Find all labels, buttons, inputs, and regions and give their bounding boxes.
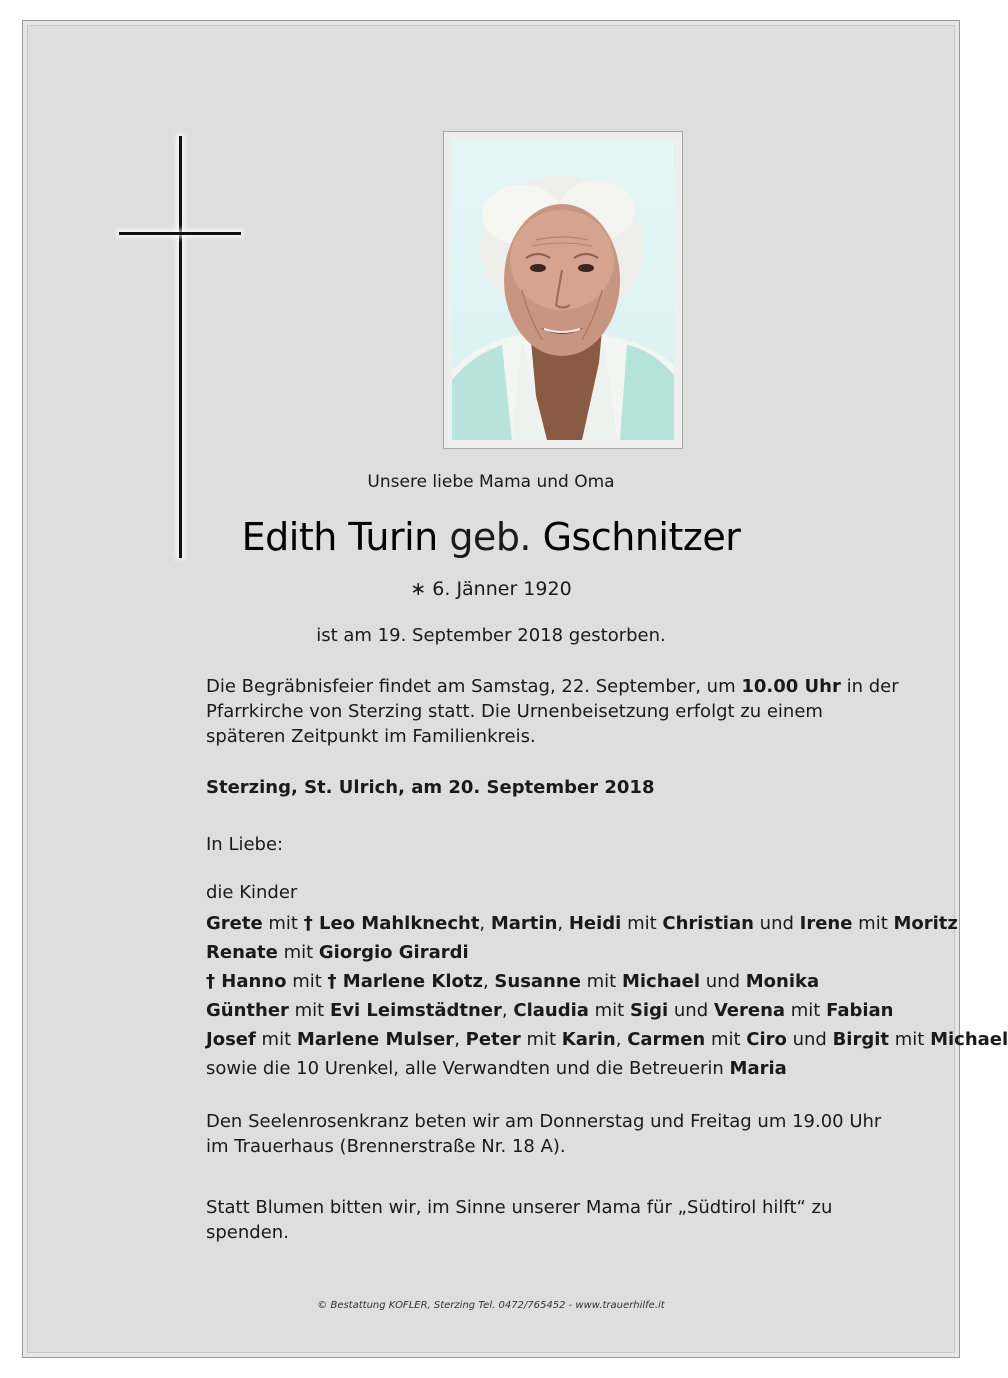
mourner-name: Susanne <box>494 971 581 992</box>
mourner-connector: sowie die 10 Urenkel, alle Verwandten und die Betreuerin <box>206 1058 730 1079</box>
mourner-connector: , <box>557 913 569 934</box>
mourner-name: Renate <box>206 942 278 963</box>
mourner-name: Christian <box>662 913 754 934</box>
mourner-row <box>206 1054 906 1083</box>
birth-date: ∗ 6. Jänner 1920 <box>410 578 572 600</box>
mourner-name: Günther <box>206 1000 289 1021</box>
mourner-name: Verena <box>713 1000 786 1021</box>
deceased-first-name: Edith Turin <box>241 515 438 559</box>
mourner-connector: mit <box>286 971 328 992</box>
funeral-text-2: in der Pfarrkirche von Sterzing statt. Die Urnenbeisetzung erfolgt zu einem späteren Zeitpunkt im Familienkreis. <box>206 676 899 747</box>
mourner-name: Irene <box>799 913 853 934</box>
in-love-label: In Liebe: <box>206 834 284 855</box>
mourner-name: Peter <box>465 1029 521 1050</box>
mourner-row <box>206 938 906 967</box>
mourner-name: Heidi <box>568 913 622 934</box>
mourner-name: Moritz <box>893 913 958 934</box>
mourner-row <box>206 909 958 938</box>
mourner-name: Karin <box>561 1029 616 1050</box>
mourner-name: Birgit <box>832 1029 890 1050</box>
mourner-name: Claudia <box>513 1000 589 1021</box>
mourner-name: Michael <box>621 971 701 992</box>
mourner-connector: , <box>501 1000 514 1021</box>
mourner-name: † Leo Mahlknecht <box>303 913 480 934</box>
cross-icon <box>179 136 182 558</box>
mourner-name: Sigi <box>629 1000 669 1021</box>
mourner-connector: und <box>753 913 800 934</box>
mourner-row <box>206 996 906 1025</box>
mourner-connector: mit <box>785 1000 827 1021</box>
mourner-name: Fabian <box>826 1000 894 1021</box>
mourner-name: Evi Leimstädtner <box>329 1000 502 1021</box>
mourners-list <box>206 880 1008 1083</box>
mourner-name: Josef <box>206 1029 256 1050</box>
mourner-connector: mit <box>520 1029 562 1050</box>
mourner-connector: mit <box>852 913 894 934</box>
mourner-name: Giorgio Girardi <box>318 942 469 963</box>
funeral-time: 10.00 Uhr <box>741 676 841 697</box>
mourner-name: Monika <box>745 971 820 992</box>
mourner-row <box>206 1025 1008 1054</box>
funeral-text-1: Die Begräbnisfeier findet am Samstag, 22. September, um <box>206 676 742 697</box>
birth-name-prefix: geb. <box>449 515 532 559</box>
intro-line: Unsere liebe Mama und Oma <box>367 472 615 492</box>
mourner-connector: und <box>668 1000 714 1021</box>
portrait-illustration <box>452 140 674 440</box>
mourner-connector: , <box>482 971 495 992</box>
mourner-connector: mit <box>705 1029 747 1050</box>
mourner-name: Maria <box>729 1058 787 1079</box>
deceased-name <box>0 515 982 559</box>
mourner-name: Martin <box>490 913 558 934</box>
mourner-name: Ciro <box>746 1029 787 1050</box>
footer-credit: © Bestattung KOFLER, Sterzing Tel. 0472/765452 - www.trauerhilfe.it <box>317 1300 665 1311</box>
mourner-name: Grete <box>206 913 263 934</box>
mourner-name: † Marlene Klotz <box>327 971 483 992</box>
mourner-connector: , <box>615 1029 628 1050</box>
mourner-connector: mit <box>255 1029 297 1050</box>
funeral-paragraph <box>206 674 906 749</box>
mourner-name: Carmen <box>627 1029 706 1050</box>
mourner-connector: mit <box>621 913 663 934</box>
cross-icon-bar <box>119 232 241 235</box>
portrait-photo <box>452 140 674 440</box>
place-date: Sterzing, St. Ulrich, am 20. September 2018 <box>206 777 655 798</box>
mourner-name: Marlene Mulser <box>296 1029 455 1050</box>
mourner-connector: mit <box>588 1000 630 1021</box>
mourner-connector: mit <box>262 913 304 934</box>
mourner-connector: und <box>786 1029 833 1050</box>
mourner-connector: mit <box>889 1029 931 1050</box>
mourner-connector: mit <box>277 942 319 963</box>
mourner-connector: , <box>454 1029 466 1050</box>
mourner-name: Michael <box>930 1029 1008 1050</box>
death-date: ist am 19. September 2018 gestorben. <box>316 625 666 646</box>
mourner-row <box>206 967 906 996</box>
portrait-frame <box>443 131 683 449</box>
mourner-name: † Hanno <box>206 971 287 992</box>
rosary-paragraph: Den Seelenrosenkranz beten wir am Donnerstag und Freitag um 19.00 Uhr im Trauerhaus (Brennerstraße Nr. 18 A). <box>206 1111 882 1157</box>
mourner-connector: und <box>700 971 746 992</box>
mourner-connector: , <box>479 913 491 934</box>
maiden-name: Gschnitzer <box>542 515 741 559</box>
flowers-paragraph: Statt Blumen bitten wir, im Sinne unserer Mama für „Südtirol hilft“ zu spenden. <box>206 1197 833 1243</box>
children-label: die Kinder <box>206 882 298 903</box>
mourner-connector: mit <box>288 1000 330 1021</box>
mourner-connector: mit <box>580 971 622 992</box>
